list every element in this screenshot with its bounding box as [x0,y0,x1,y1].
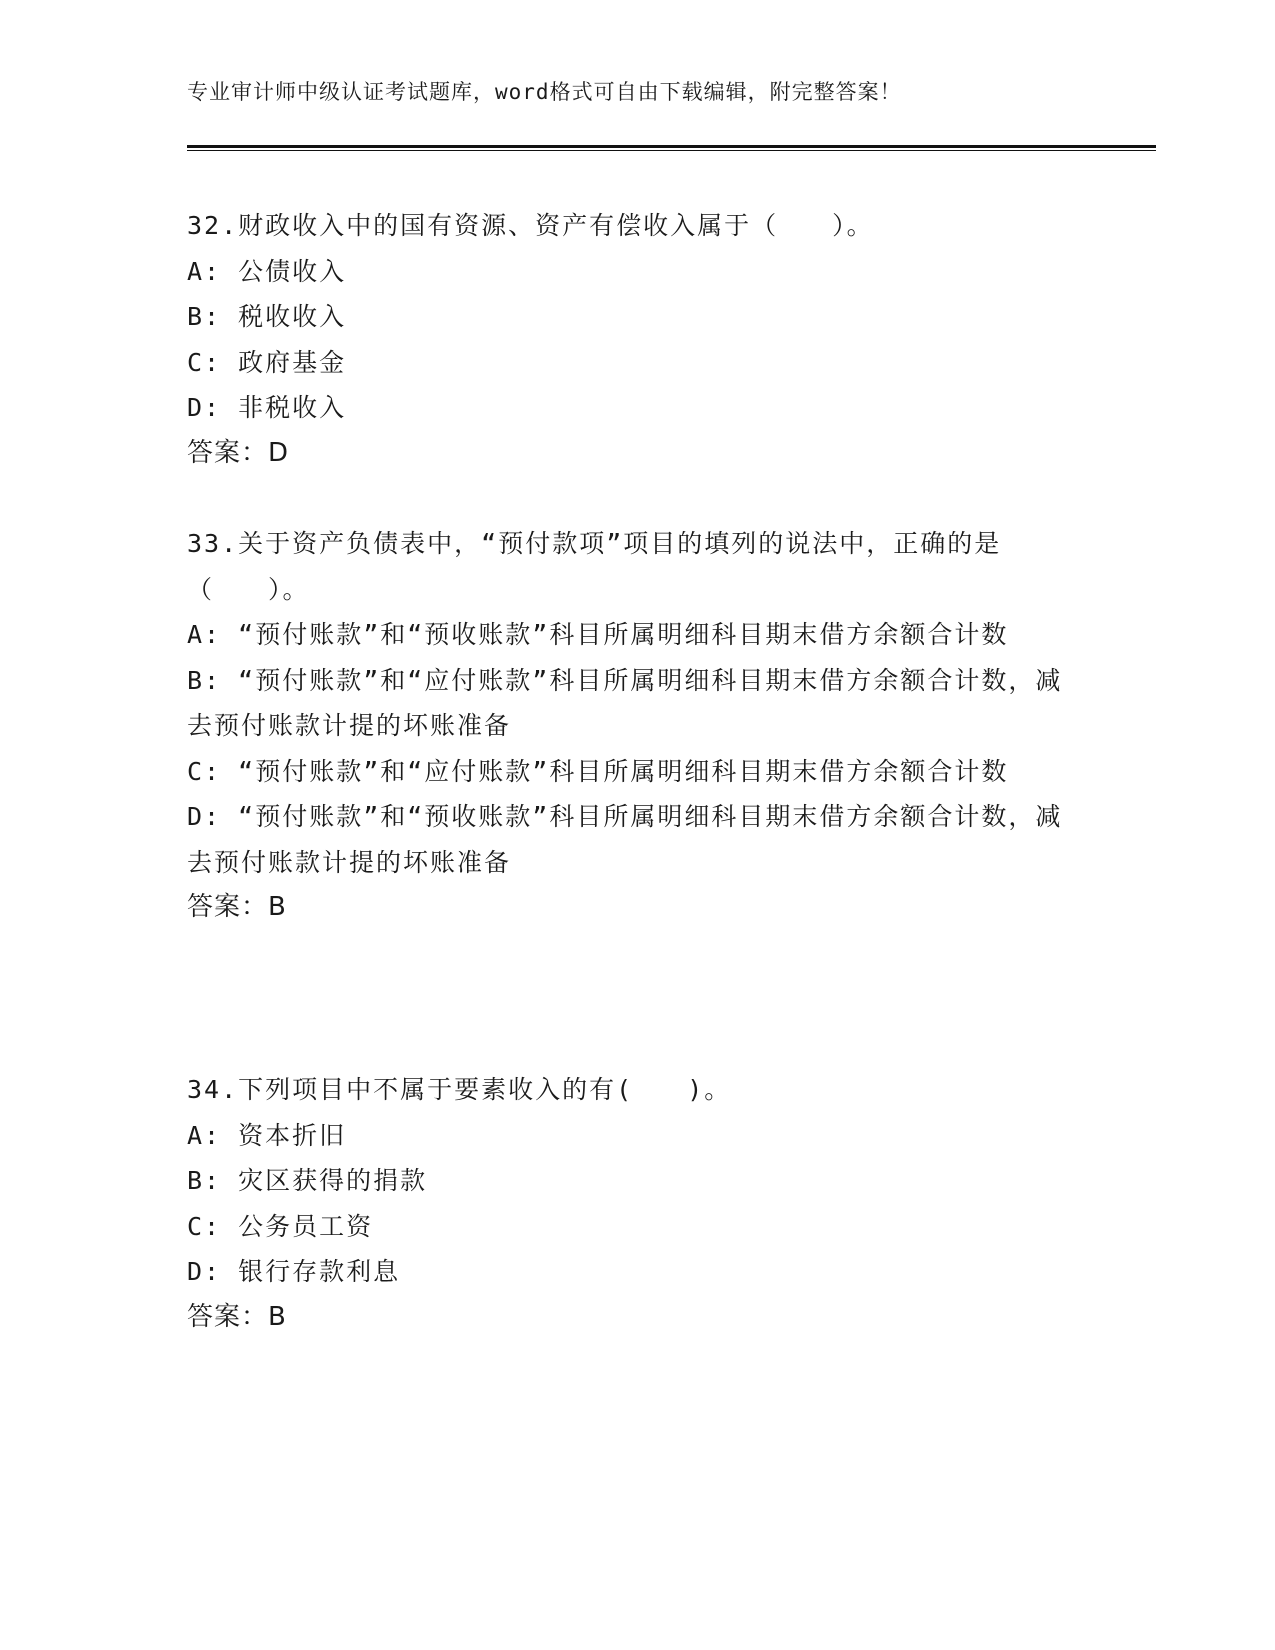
answer: 答案：D [187,437,290,468]
option-b: B: “预付账款”和“应付账款”科目所属明细科目期末借方余额合计数，减去预付账款计提的坏账准备 [187,665,1063,740]
answer: 答案：B [187,1301,287,1332]
option-b: B: 税收收入 [187,302,347,331]
page-header: 专业审计师中级认证考试题库，word格式可自由下载编辑，附完整答案！ [187,80,902,104]
option-b: B: 灾区获得的捐款 [187,1166,428,1195]
question-32 [187,203,1087,476]
option-c: C: 公务员工资 [187,1211,374,1241]
option-a: A: 资本折旧 [187,1120,347,1150]
option-d: D: 银行存款利息 [187,1257,401,1286]
question-stem: 34.下列项目中不属于要素收入的有( )。 [187,1075,732,1104]
header-divider-thick [187,145,1156,148]
question-33 [187,521,1087,931]
question-stem: 33.关于资产负债表中，“预付款项”项目的填列的说法中，正确的是（ ）。 [187,529,1002,604]
question-34 [187,1067,1087,1340]
answer: 答案：B [187,892,287,922]
option-a: A: “预付账款”和“预收账款”科目所属明细科目期末借方余额合计数 [187,620,1009,649]
header-divider-thin [187,150,1156,151]
option-a: A: 公债收入 [187,256,347,286]
option-c: C: 政府基金 [187,347,347,377]
option-d: D: 非税收入 [187,393,347,422]
question-stem: 32.财政收入中的国有资源、资产有偿收入属于（ ）。 [187,211,874,240]
option-d: D: “预付账款”和“预收账款”科目所属明细科目期末借方余额合计数，减去预付账款计提的坏账准备 [187,802,1063,877]
option-c: C: “预付账款”和“应付账款”科目所属明细科目期末借方余额合计数 [187,756,1009,786]
